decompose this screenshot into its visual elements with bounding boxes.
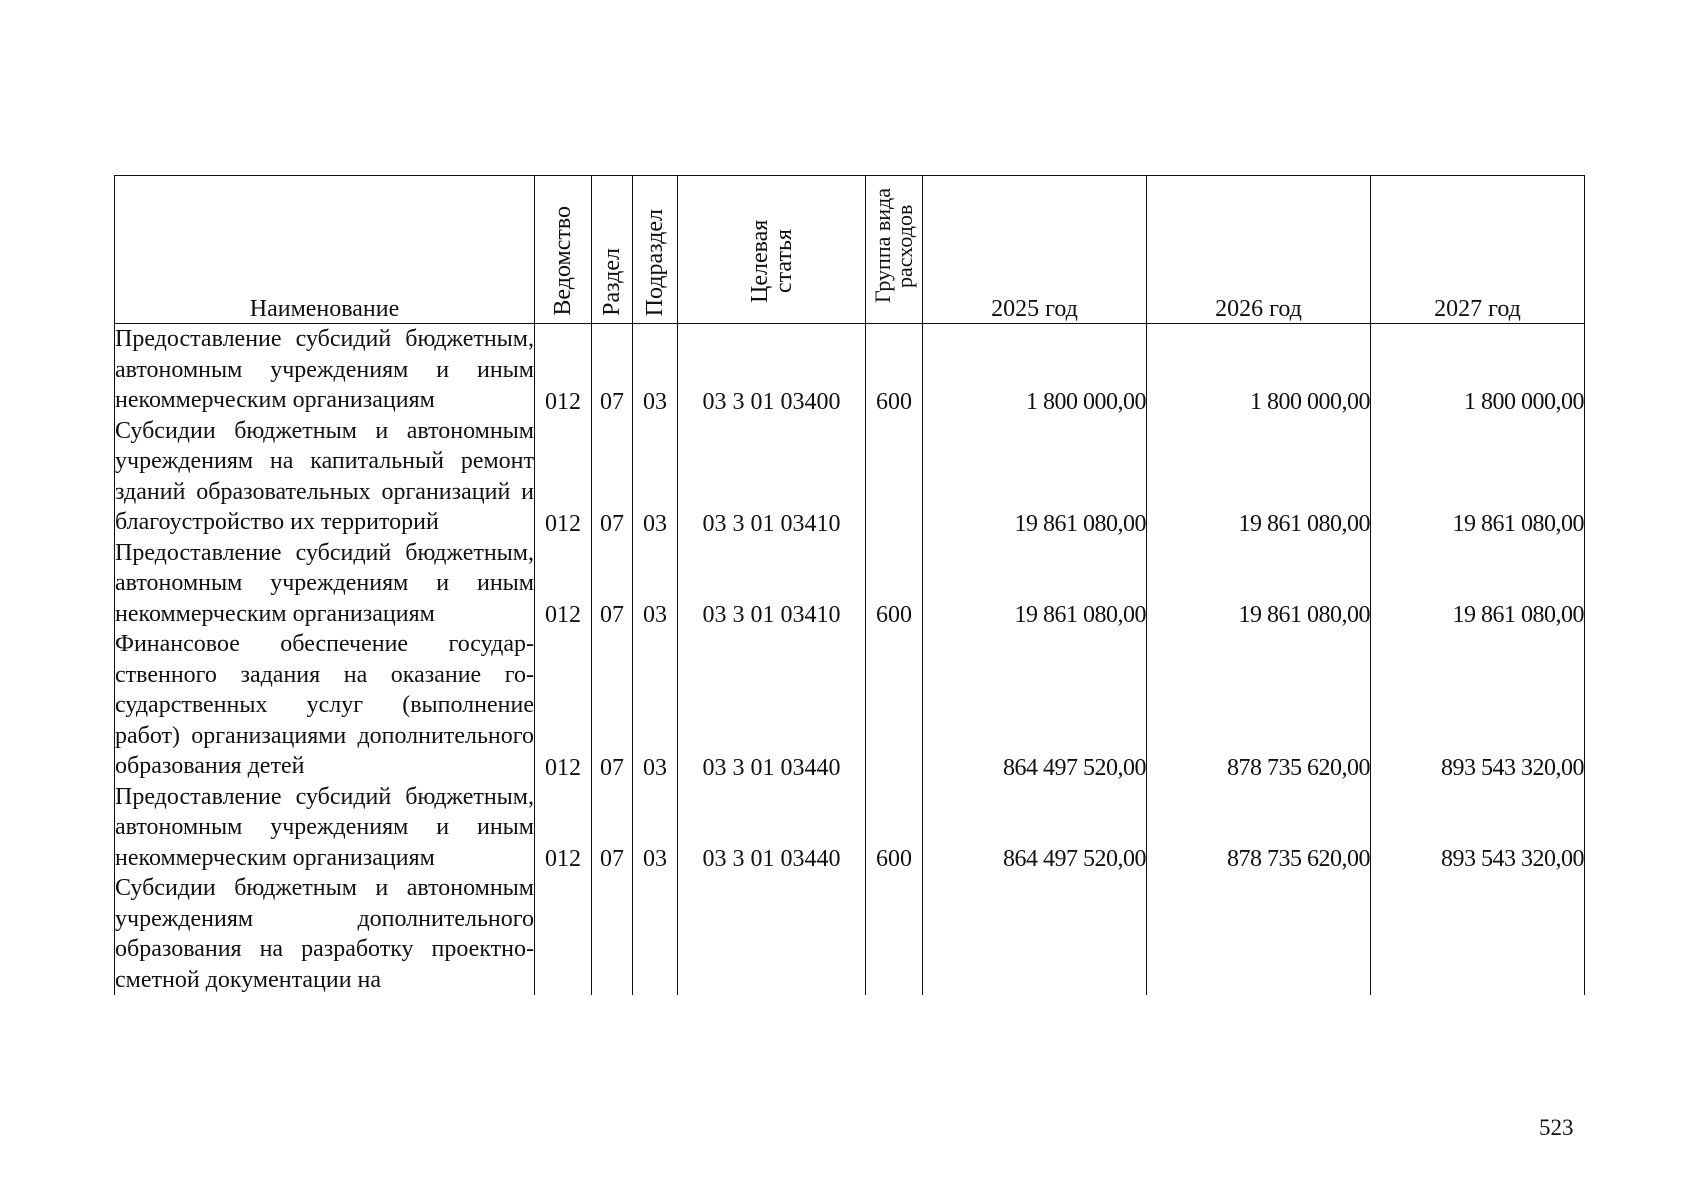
table-row <box>115 538 1585 630</box>
budget-table <box>114 175 1585 995</box>
row-name: Субсидии бюджетным и автономным учреждениям на капитальный ремонт зданий образовательных организаций и благоустройство их территорий <box>115 416 535 538</box>
row-celevaya-statya: 03 3 01 03410 <box>678 538 866 630</box>
table-header-row <box>115 176 1585 324</box>
table-row <box>115 873 1585 995</box>
row-2025: 864 497 520,00 <box>923 782 1147 874</box>
row-celevaya-statya: 03 3 01 03440 <box>678 782 866 874</box>
row-podrazdel: 03 <box>633 324 678 416</box>
row-celevaya-statya <box>678 873 866 995</box>
row-gruppa: 600 <box>866 324 923 416</box>
row-2025: 1 800 000,00 <box>923 324 1147 416</box>
table-row <box>115 782 1585 874</box>
header-vedomstvo: Ведомство <box>535 176 592 324</box>
row-vedomstvo: 012 <box>535 538 592 630</box>
row-2026: 878 735 620,00 <box>1147 782 1371 874</box>
header-2025: 2025 год <box>923 176 1147 324</box>
row-2027: 19 861 080,00 <box>1371 416 1585 538</box>
row-vedomstvo: 012 <box>535 782 592 874</box>
row-celevaya-statya: 03 3 01 03400 <box>678 324 866 416</box>
row-2027: 19 861 080,00 <box>1371 538 1585 630</box>
row-razdel: 07 <box>592 629 633 782</box>
row-gruppa <box>866 873 923 995</box>
row-celevaya-statya: 03 3 01 03440 <box>678 629 866 782</box>
row-2025: 19 861 080,00 <box>923 538 1147 630</box>
row-name: Предоставление субсидий бюджетным, автономным учреждениям и иным некоммерческим организациям <box>115 324 535 416</box>
row-2026: 878 735 620,00 <box>1147 629 1371 782</box>
row-gruppa: 600 <box>866 538 923 630</box>
page-number: 523 <box>1539 1115 1574 1140</box>
row-name: Предоставление субсидий бюджетным, автономным учреждениям и иным некоммерческим организациям <box>115 782 535 874</box>
row-podrazdel: 03 <box>633 782 678 874</box>
row-vedomstvo <box>535 873 592 995</box>
row-2027 <box>1371 873 1585 995</box>
row-razdel: 07 <box>592 324 633 416</box>
header-celevaya-statya: Целевая статья <box>678 176 866 324</box>
row-celevaya-statya: 03 3 01 03410 <box>678 416 866 538</box>
row-razdel <box>592 873 633 995</box>
table-row <box>115 416 1585 538</box>
row-2027: 1 800 000,00 <box>1371 324 1585 416</box>
row-2026 <box>1147 873 1371 995</box>
row-gruppa: 600 <box>866 782 923 874</box>
row-vedomstvo: 012 <box>535 629 592 782</box>
row-2025: 19 861 080,00 <box>923 416 1147 538</box>
row-podrazdel: 03 <box>633 629 678 782</box>
row-2026: 19 861 080,00 <box>1147 416 1371 538</box>
header-2027: 2027 год <box>1371 176 1585 324</box>
table-row <box>115 629 1585 782</box>
row-2027: 893 543 320,00 <box>1371 782 1585 874</box>
row-podrazdel: 03 <box>633 416 678 538</box>
row-gruppa <box>866 629 923 782</box>
row-2027: 893 543 320,00 <box>1371 629 1585 782</box>
header-name: Наименование <box>115 176 535 324</box>
table-row <box>115 324 1585 416</box>
row-podrazdel: 03 <box>633 538 678 630</box>
header-gruppa-vida-rashodov: Группа вида расходов <box>866 176 923 324</box>
header-podrazdel: Подраздел <box>633 176 678 324</box>
row-2026: 1 800 000,00 <box>1147 324 1371 416</box>
row-2025: 864 497 520,00 <box>923 629 1147 782</box>
row-gruppa <box>866 416 923 538</box>
header-2026: 2026 год <box>1147 176 1371 324</box>
row-razdel: 07 <box>592 538 633 630</box>
row-name: Финансовое обеспечение государственного задания на оказание государственных услуг (выполнение работ) организациями дополнительного образования детей <box>115 629 535 782</box>
row-vedomstvo: 012 <box>535 324 592 416</box>
row-name: Предоставление субсидий бюджетным, автономным учреждениям и иным некоммерческим организациям <box>115 538 535 630</box>
row-razdel: 07 <box>592 782 633 874</box>
row-razdel: 07 <box>592 416 633 538</box>
row-vedomstvo: 012 <box>535 416 592 538</box>
header-razdel: Раздел <box>592 176 633 324</box>
row-2026: 19 861 080,00 <box>1147 538 1371 630</box>
row-2025 <box>923 873 1147 995</box>
row-podrazdel <box>633 873 678 995</box>
row-name: Субсидии бюджетным и автономным учреждениям дополнительного образования на разработку проектно-сметной документации на <box>115 873 535 995</box>
